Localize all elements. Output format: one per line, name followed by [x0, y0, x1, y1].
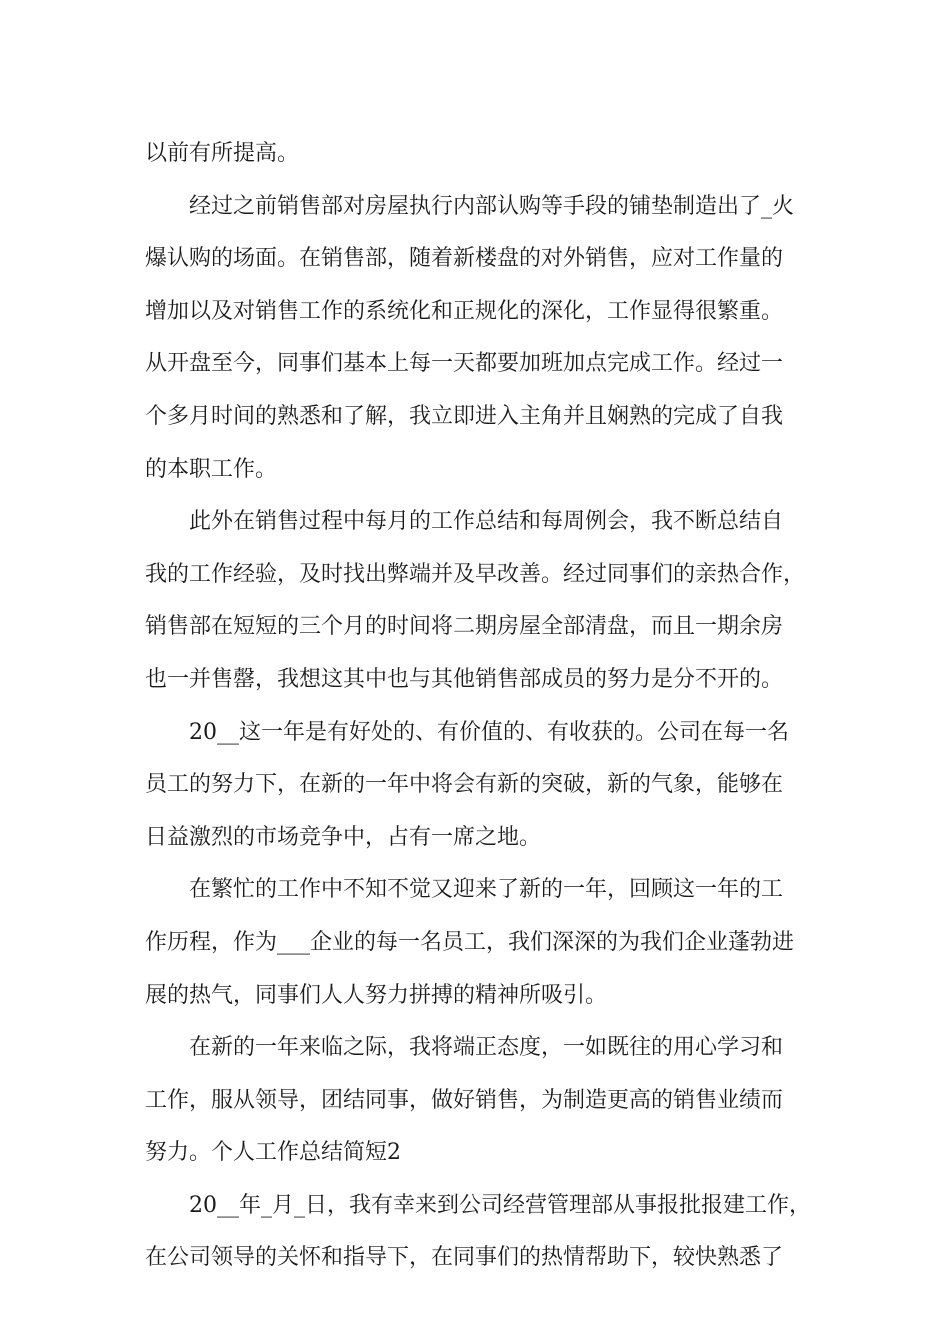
text-line: 销售部在短短的三个月的时间将二期房屋全部清盘，而且一期余房: [145, 614, 784, 640]
text-line: 的本职工作。: [145, 456, 278, 482]
text-line: 爆认购的场面。在销售部，随着新楼盘的对外销售，应对工作量的: [145, 246, 784, 272]
text-line: 以前有所提高。: [145, 141, 300, 166]
paragraph-first-line: 此外在销售过程中每月的工作总结和每周例会，我不断总结自: [189, 509, 784, 535]
text-line: 工作，服从领导，团结同事，做好销售，为制造更高的销售业绩而: [145, 1087, 784, 1113]
text-line: 展的热气，同事们人人努力拼搏的精神所吸引。: [145, 982, 608, 1008]
text-line: 作历程，作为___企业的每一名员工，我们深深的为我们企业蓬勃进: [145, 929, 795, 955]
paragraph-first-line: 在繁忙的工作中不知不觉又迎来了新的一年，回顾这一年的工: [189, 877, 784, 903]
text-line: 也一并售罄，我想这其中也与其他销售部成员的努力是分不开的。: [145, 666, 784, 692]
text-line: 日益激烈的市场竞争中，占有一席之地。: [145, 824, 542, 850]
paragraph-first-line: 20__这一年是有好处的、有价值的、有收获的。公司在每一名: [189, 719, 789, 745]
paragraph-first-line: 20__年_月_日，我有幸来到公司经营管理部从事报批报建工作，: [189, 1192, 811, 1218]
text-line: 个多月时间的熟悉和了解，我立即进入主角并且娴熟的完成了自我: [145, 403, 784, 429]
text-line: 在公司领导的关怀和指导下，在同事们的热情帮助下，较快熟悉了: [145, 1245, 784, 1271]
body-text: [145, 128, 845, 1285]
text-line: 我的工作经验，及时找出弊端并及早改善。经过同事们的亲热合作，: [145, 561, 806, 587]
text-line: 员工的努力下，在新的一年中将会有新的突破，新的气象，能够在: [145, 772, 784, 798]
text-line: 努力。个人工作总结简短2: [145, 1140, 401, 1166]
paragraph-first-line: 在新的一年来临之际，我将端正态度，一如既往的用心学习和: [189, 1035, 784, 1061]
text-line: 从开盘至今，同事们基本上每一天都要加班加点完成工作。经过一: [145, 351, 784, 377]
paragraph-first-line: 经过之前销售部对房屋执行内部认购等手段的铺垫制造出了_火: [189, 193, 795, 219]
text-line: 增加以及对销售工作的系统化和正规化的深化，工作显得很繁重。: [145, 298, 784, 324]
